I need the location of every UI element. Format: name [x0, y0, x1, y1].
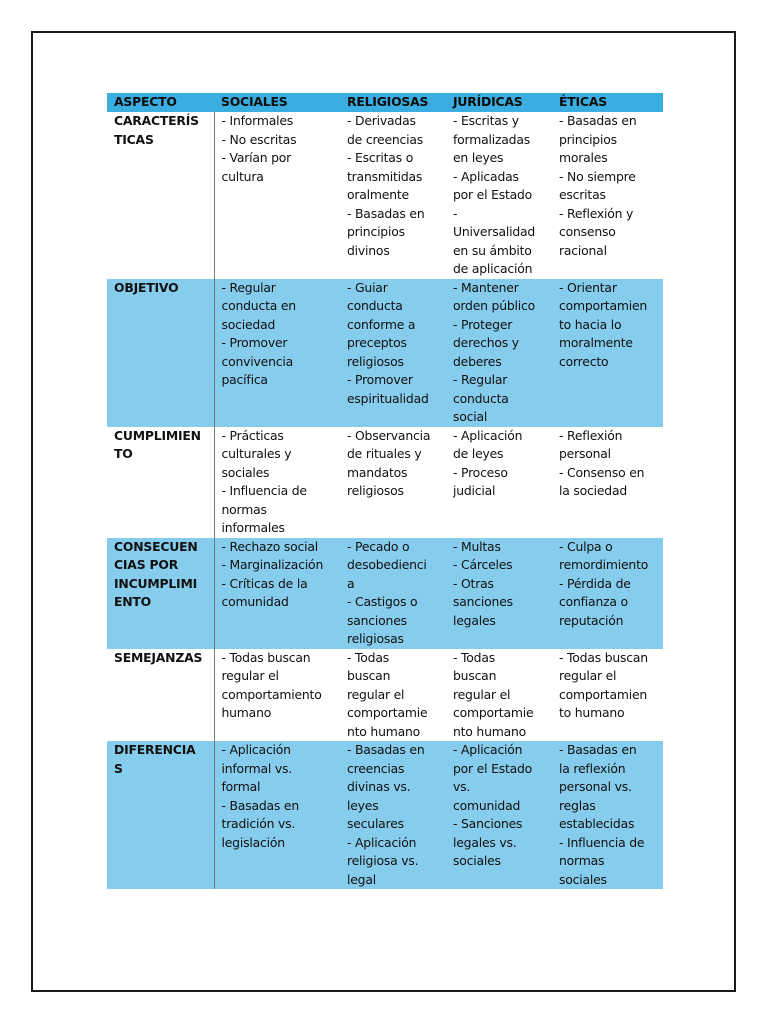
cell-sociales	[214, 538, 340, 649]
cell-text-line: de rituales y	[347, 446, 422, 461]
table-row	[107, 538, 663, 649]
cell-text-line: -	[453, 205, 458, 221]
aspect-label-line: TICAS	[114, 131, 154, 147]
aspect-label-line: CONSECUEN	[114, 538, 198, 554]
cell-juridicas	[446, 427, 552, 538]
cell-text-line: conducta en	[221, 298, 296, 313]
cell-text-line: - Orientar	[559, 279, 617, 295]
cell-text-line: - Aplicación	[453, 427, 523, 443]
cell-juridicas	[446, 112, 552, 279]
cell-text-line: comportamie	[347, 705, 428, 720]
cell-text-line: normas	[221, 501, 267, 517]
cell-text-line: - Multas	[453, 538, 501, 554]
cell-text-line: divinas vs.	[347, 779, 411, 794]
cell-text-line: tradición vs.	[221, 816, 296, 831]
cell-text-line: vs.	[453, 779, 471, 794]
cell-text-line: formalizadas	[453, 131, 530, 147]
cell-text-line: sanciones	[453, 594, 513, 609]
cell-juridicas	[446, 649, 552, 742]
cell-text-line: moralmente	[559, 335, 633, 350]
cell-text-line: - Aplicación	[221, 742, 291, 757]
aspect-label-line: CUMPLIMIEN	[114, 427, 201, 443]
cell-text-line: - Mantener	[453, 279, 519, 295]
cell-text-line: personal	[559, 446, 611, 461]
cell-juridicas	[446, 279, 552, 427]
cell-text-line: cultura	[221, 168, 264, 184]
cell-text-line: buscan	[347, 668, 391, 683]
cell-text-line: sociales	[221, 464, 270, 480]
cell-text-line: - Aplicadas	[453, 168, 519, 184]
aspect-label-line: DIFERENCIA	[114, 742, 196, 757]
cell-text-line: personal vs.	[559, 779, 632, 794]
cell-text-line: normas	[559, 853, 605, 868]
cell-text-line: - Observancia	[347, 427, 431, 443]
aspect-cell	[107, 538, 214, 649]
cell-text-line: - Cárceles	[453, 557, 513, 572]
cell-text-line: transmitidas	[347, 168, 423, 184]
cell-text-line: confianza o	[559, 594, 628, 609]
cell-text-line: - Castigos o	[347, 594, 418, 609]
cell-text-line: orden público	[453, 298, 535, 313]
cell-text-line: - Basadas en	[221, 797, 299, 813]
aspect-cell	[107, 427, 214, 538]
cell-juridicas	[446, 538, 552, 649]
cell-text-line: - Todas	[347, 649, 389, 665]
cell-text-line: a	[347, 575, 355, 591]
cell-text-line: desobedienci	[347, 557, 427, 572]
comparison-table	[107, 93, 664, 889]
cell-text-line: mandatos	[347, 464, 408, 480]
cell-text-line: escritas	[559, 187, 606, 202]
cell-text-line: - Prácticas	[221, 427, 284, 443]
cell-text-line: de creencias	[347, 131, 424, 147]
aspect-label-line: TO	[114, 446, 133, 461]
cell-text-line: judicial	[453, 483, 496, 498]
table-row	[107, 427, 663, 538]
cell-text-line: correcto	[559, 353, 609, 369]
cell-text-line: culturales y	[221, 446, 292, 461]
cell-text-line: comportamie	[453, 705, 534, 720]
cell-text-line: to hacia lo	[559, 316, 622, 332]
cell-text-line: - Aplicación	[347, 834, 417, 850]
cell-text-line: religiosos	[347, 353, 404, 369]
cell-text-line: - Todas buscan	[221, 649, 311, 665]
cell-text-line: - Promover	[221, 335, 288, 350]
cell-eticas	[552, 649, 663, 742]
cell-text-line: - Reflexión	[559, 427, 623, 443]
cell-text-line: - Escritas y	[453, 113, 519, 128]
cell-text-line: - Culpa o	[559, 538, 613, 554]
cell-text-line: - Reflexión y	[559, 205, 634, 221]
aspect-label-line: OBJETIVO	[114, 279, 179, 295]
cell-text-line: conducta	[347, 298, 403, 313]
cell-text-line: - Varían por	[221, 150, 292, 165]
cell-text-line: - Aplicación	[453, 742, 523, 757]
cell-text-line: establecidas	[559, 816, 635, 831]
document-page	[31, 31, 736, 992]
cell-text-line: seculares	[347, 816, 404, 831]
cell-text-line: divinos	[347, 242, 390, 258]
cell-text-line: regular el	[559, 668, 617, 683]
cell-text-line: convivencia	[221, 353, 293, 369]
cell-text-line: legal	[347, 871, 376, 887]
cell-text-line: remordimiento	[559, 557, 649, 572]
cell-text-line: reglas	[559, 797, 596, 813]
cell-text-line: sociales	[453, 853, 501, 868]
cell-text-line: - Derivadas	[347, 113, 416, 128]
cell-text-line: sociales	[559, 871, 607, 887]
cell-text-line: conforme a	[347, 316, 416, 332]
cell-text-line: religiosos	[347, 483, 404, 498]
table-row	[107, 112, 663, 279]
cell-text-line: buscan	[453, 668, 497, 683]
cell-text-line: social	[453, 409, 488, 424]
cell-text-line: - Pecado o	[347, 538, 410, 554]
cell-sociales	[214, 427, 340, 538]
cell-text-line: - Regular	[453, 372, 508, 387]
aspect-label-line: S	[114, 760, 123, 776]
header-juridicas: JURÍDICAS	[446, 93, 552, 112]
cell-text-line: - Todas buscan	[559, 649, 648, 665]
table-row	[107, 649, 663, 742]
cell-eticas	[552, 427, 663, 538]
cell-eticas	[552, 279, 663, 427]
cell-text-line: humano	[221, 705, 272, 720]
cell-text-line: - Sanciones	[453, 816, 523, 831]
cell-text-line: de leyes	[453, 446, 504, 461]
cell-text-line: la sociedad	[559, 483, 628, 498]
table-row	[107, 741, 663, 889]
cell-text-line: deberes	[453, 353, 502, 369]
aspect-cell	[107, 279, 214, 427]
cell-text-line: regular el	[347, 686, 405, 702]
cell-text-line: de aplicación	[453, 261, 533, 276]
cell-text-line: principios	[347, 224, 405, 239]
cell-text-line: espiritualidad	[347, 390, 429, 406]
cell-text-line: informal vs.	[221, 760, 292, 776]
cell-text-line: sanciones	[347, 612, 407, 628]
cell-text-line: informales	[221, 520, 285, 535]
cell-text-line: leyes	[347, 797, 379, 813]
cell-text-line: - Promover	[347, 372, 413, 387]
header-aspecto: ASPECTO	[107, 93, 214, 112]
cell-text-line: creencias	[347, 760, 405, 776]
cell-text-line: comportamien	[559, 298, 648, 313]
aspect-label-line: CARACTERÍS	[114, 113, 199, 128]
cell-text-line: la reflexión	[559, 760, 626, 776]
cell-text-line: - Influencia de	[221, 483, 307, 498]
cell-text-line: - Basadas en	[347, 205, 425, 221]
cell-text-line: formal	[221, 779, 261, 794]
cell-religiosas	[340, 279, 446, 427]
cell-text-line: - Otras	[453, 575, 494, 591]
cell-text-line: preceptos	[347, 335, 407, 350]
cell-text-line: por el Estado	[453, 760, 533, 776]
cell-text-line: legales	[453, 612, 496, 628]
cell-text-line: en leyes	[453, 150, 504, 165]
cell-juridicas	[446, 741, 552, 889]
cell-text-line: legales vs.	[453, 834, 517, 850]
header-eticas: ÉTICAS	[552, 93, 663, 112]
cell-eticas	[552, 741, 663, 889]
cell-text-line: - Proteger	[453, 316, 513, 332]
cell-text-line: - Consenso en	[559, 464, 645, 480]
cell-religiosas	[340, 741, 446, 889]
cell-religiosas	[340, 112, 446, 279]
cell-text-line: regular el	[221, 668, 279, 683]
cell-text-line: - Basadas en	[559, 113, 637, 128]
cell-text-line: nto humano	[453, 723, 527, 739]
cell-text-line: - Pérdida de	[559, 575, 631, 591]
cell-text-line: - No escritas	[221, 131, 297, 147]
cell-sociales	[214, 279, 340, 427]
cell-text-line: - Marginalización	[221, 557, 324, 572]
cell-text-line: - Escritas o	[347, 150, 414, 165]
cell-religiosas	[340, 649, 446, 742]
cell-text-line: pacífica	[221, 372, 268, 387]
cell-text-line: Universalidad	[453, 224, 536, 239]
cell-text-line: comportamiento	[221, 686, 322, 702]
aspect-cell	[107, 112, 214, 279]
cell-text-line: religiosas	[347, 631, 404, 646]
header-sociales: SOCIALES	[214, 93, 340, 112]
aspect-cell	[107, 741, 214, 889]
cell-sociales	[214, 649, 340, 742]
cell-text-line: comportamien	[559, 686, 648, 702]
aspect-cell	[107, 649, 214, 742]
cell-eticas	[552, 112, 663, 279]
cell-text-line: comunidad	[221, 594, 289, 609]
cell-text-line: - Influencia de	[559, 834, 645, 850]
cell-eticas	[552, 538, 663, 649]
cell-text-line: sociedad	[221, 316, 276, 332]
cell-text-line: - Todas	[453, 649, 495, 665]
cell-text-line: - Rechazo social	[221, 538, 318, 554]
cell-text-line: conducta	[453, 390, 509, 406]
cell-text-line: - Informales	[221, 113, 294, 128]
cell-text-line: comunidad	[453, 797, 521, 813]
cell-text-line: derechos y	[453, 335, 519, 350]
cell-text-line: reputación	[559, 612, 624, 628]
cell-text-line: nto humano	[347, 723, 421, 739]
cell-sociales	[214, 741, 340, 889]
cell-text-line: - No siempre	[559, 168, 636, 184]
cell-text-line: - Regular	[221, 279, 276, 295]
cell-text-line: religiosa vs.	[347, 853, 419, 868]
cell-text-line: - Basadas en	[559, 742, 637, 757]
cell-text-line: legislación	[221, 834, 285, 850]
cell-text-line: en su ámbito	[453, 242, 532, 258]
cell-text-line: racional	[559, 242, 607, 258]
cell-text-line: - Proceso	[453, 464, 508, 480]
aspect-label-line: CIAS POR	[114, 557, 179, 572]
header-religiosas: RELIGIOSAS	[340, 93, 446, 112]
table-header-row	[107, 93, 663, 112]
cell-text-line: regular el	[453, 686, 511, 702]
cell-text-line: principios	[559, 131, 617, 147]
cell-text-line: por el Estado	[453, 187, 533, 202]
cell-text-line: - Guiar	[347, 279, 388, 295]
cell-text-line: consenso	[559, 224, 616, 239]
cell-text-line: morales	[559, 150, 608, 165]
table-row	[107, 279, 663, 427]
cell-text-line: oralmente	[347, 187, 409, 202]
aspect-label-line: ENTO	[114, 594, 152, 609]
cell-text-line: - Basadas en	[347, 742, 425, 757]
cell-sociales	[214, 112, 340, 279]
cell-religiosas	[340, 427, 446, 538]
cell-text-line: to humano	[559, 705, 625, 720]
aspect-label-line: INCUMPLIMI	[114, 575, 197, 591]
aspect-label-line: SEMEJANZAS	[114, 649, 203, 665]
cell-religiosas	[340, 538, 446, 649]
cell-text-line: - Críticas de la	[221, 575, 308, 591]
